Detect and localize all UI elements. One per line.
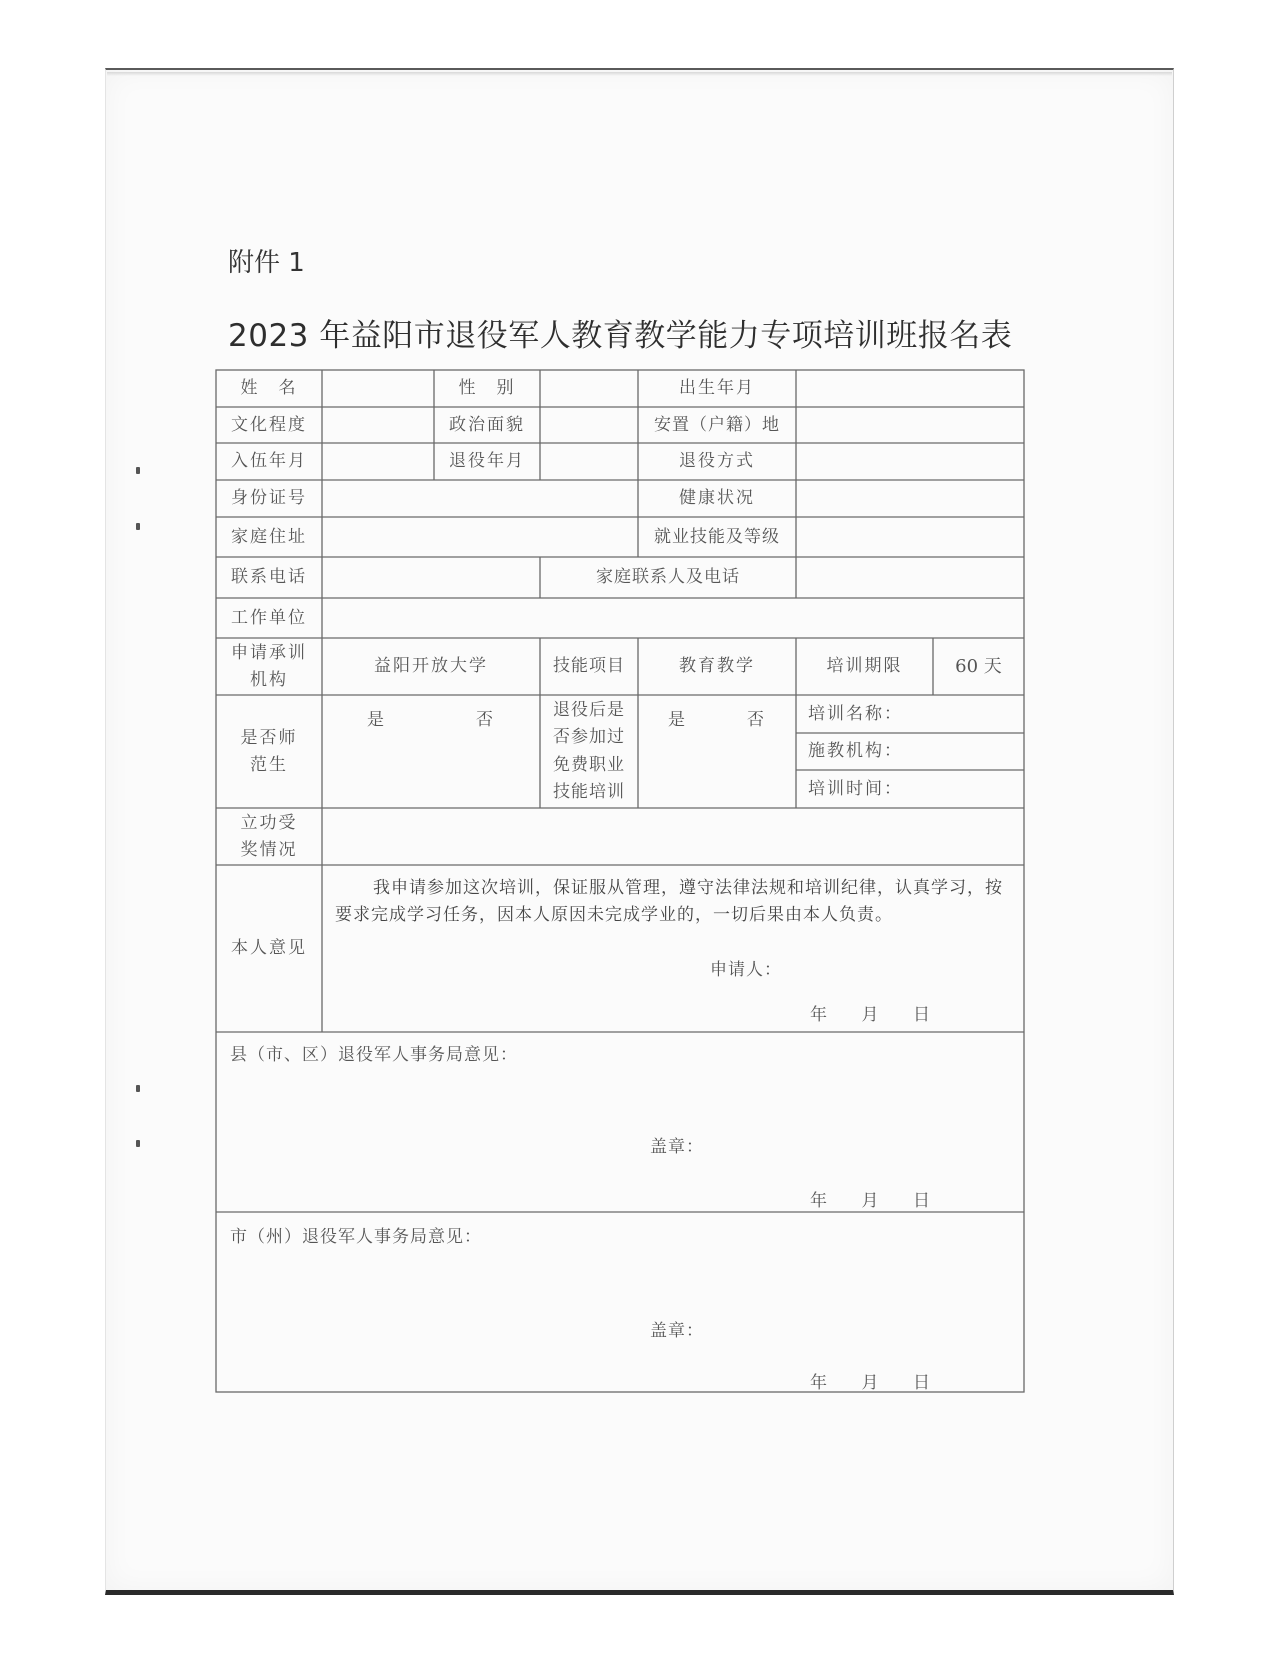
county-seal-label: 盖章： (650, 1137, 704, 1157)
date-year: 年 (810, 1005, 827, 1025)
label-free-training: 退役后是否参加过免费职业技能培训 (553, 700, 625, 802)
date-year: 年 (810, 1191, 827, 1211)
settlement-field[interactable] (796, 407, 1024, 443)
label-education: 文化程度 (231, 414, 307, 435)
label-institution: 申请承训机构 (231, 643, 307, 690)
label-skills: 就业技能及等级 (654, 526, 780, 547)
label-teaching-org[interactable]: 施教机构： (808, 741, 903, 762)
label-retire: 退役年月 (449, 451, 525, 472)
date-day: 日 (913, 1005, 930, 1025)
education-field[interactable] (322, 407, 434, 443)
address-field[interactable] (322, 517, 638, 557)
applicant-label[interactable]: 申请人： (710, 960, 782, 980)
family-contact-field[interactable] (796, 557, 1024, 598)
enlist-field[interactable] (322, 443, 434, 480)
birth-field[interactable] (796, 370, 1024, 407)
id-number-field[interactable] (322, 480, 638, 517)
label-name: 姓 名 (240, 378, 298, 399)
normal-student-yes[interactable]: 是 (367, 709, 386, 730)
free-training-no[interactable]: 否 (747, 709, 766, 730)
label-period: 培训期限 (826, 656, 903, 677)
city-seal-label: 盖章： (650, 1321, 704, 1341)
normal-student-no[interactable]: 否 (476, 709, 495, 730)
label-enlist: 入伍年月 (231, 451, 307, 472)
label-political: 政治面貌 (449, 414, 525, 435)
label-family-contact: 家庭联系人及电话 (596, 567, 740, 588)
free-training-yes[interactable]: 是 (668, 709, 687, 730)
form-title: 2023 年益阳市退役军人教育教学能力专项培训班报名表 (228, 318, 1013, 354)
city-opinion-label: 市（州）退役军人事务局意见： (230, 1227, 482, 1247)
date-year: 年 (810, 1373, 827, 1393)
opinion-date (810, 1000, 930, 1025)
label-settlement: 安置（户籍）地 (654, 414, 780, 435)
awards-field[interactable] (322, 808, 1024, 865)
skill-item-value: 教育教学 (679, 656, 755, 677)
health-field[interactable] (796, 480, 1024, 517)
phone-field[interactable] (322, 557, 540, 598)
county-date (810, 1186, 930, 1211)
name-field[interactable] (322, 370, 434, 407)
label-id-number: 身份证号 (231, 488, 307, 509)
label-training-name[interactable]: 培训名称： (808, 703, 903, 724)
institution-value: 益阳开放大学 (374, 656, 488, 677)
skills-field[interactable] (796, 517, 1024, 557)
label-awards: 立功受奖情况 (240, 813, 298, 860)
label-birth: 出生年月 (679, 378, 755, 399)
label-retire-mode: 退役方式 (679, 451, 755, 472)
label-skill-item: 技能项目 (553, 656, 625, 677)
county-opinion-label: 县（市、区）退役军人事务局意见： (230, 1045, 518, 1065)
date-day: 日 (913, 1191, 930, 1211)
free-training-options (638, 700, 796, 740)
label-opinion: 本人意见 (231, 938, 307, 959)
normal-student-options (322, 700, 540, 740)
date-month: 月 (861, 1373, 879, 1393)
label-health: 健康状况 (679, 488, 755, 509)
label-workplace: 工作单位 (231, 607, 307, 628)
retire-mode-field[interactable] (796, 443, 1024, 480)
retire-field[interactable] (540, 443, 638, 480)
label-phone: 联系电话 (231, 567, 307, 588)
date-month: 月 (861, 1191, 879, 1211)
city-date (810, 1368, 930, 1393)
date-day: 日 (913, 1373, 930, 1393)
gender-field[interactable] (540, 370, 638, 407)
label-normal-student: 是否师范生 (240, 728, 298, 775)
label-address: 家庭住址 (231, 526, 307, 547)
label-gender: 性 别 (458, 378, 516, 399)
period-value: 60 天 (955, 655, 1002, 677)
date-month: 月 (861, 1005, 879, 1025)
declaration-text: 我申请参加这次培训，保证服从管理，遵守法律法规和培训纪律，认真学习，按要求完成学习任务，因本人原因未完成学业的，一切后果由本人负责。 (335, 878, 1003, 926)
political-field[interactable] (540, 407, 638, 443)
attachment-label: 附件 1 (228, 248, 305, 278)
label-training-time[interactable]: 培训时间： (808, 778, 903, 799)
workplace-field[interactable] (322, 598, 1024, 638)
